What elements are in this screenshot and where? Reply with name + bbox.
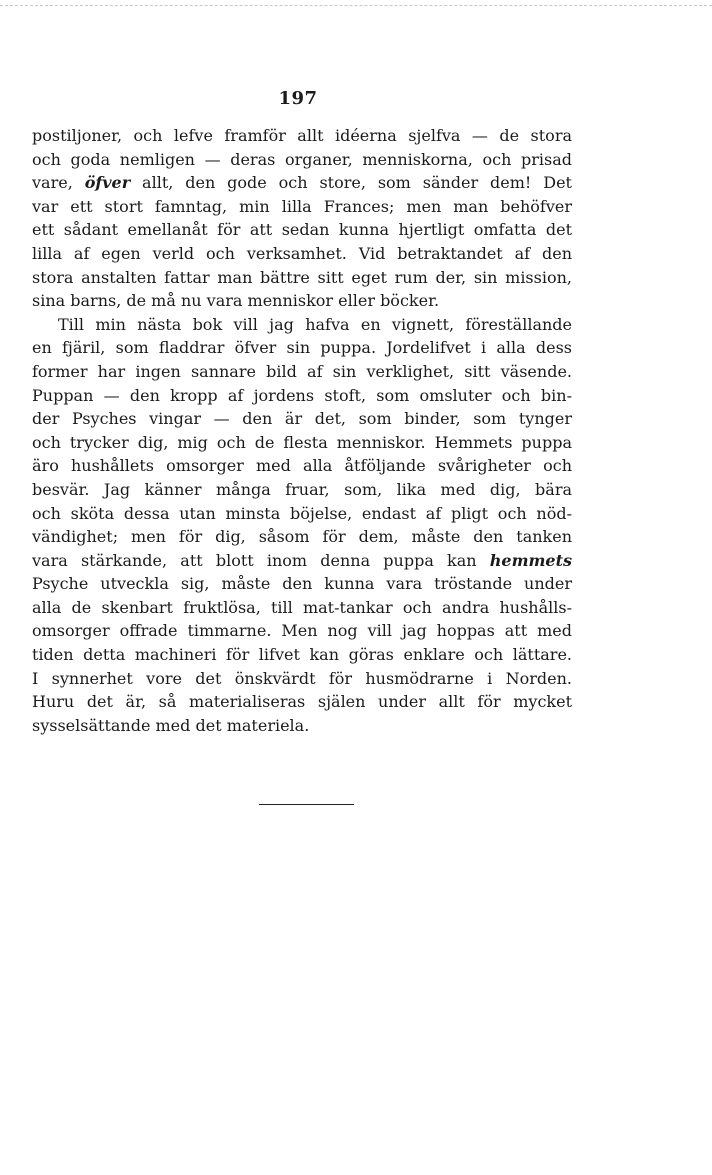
text-line: Huru det är, så materialiseras själen under allt för mycket [32,692,572,712]
text-line: postiljoner, och lefve framför allt idéerna sjelfva — de stora [32,126,572,145]
text-line: vändighet; men för dig, såsom för dem, måste den tanken [32,527,572,547]
text-line: former har ingen sannare bild af sin verklighet, sitt väsende. [32,361,572,381]
text-line: och sköta dessa utan minsta böjelse, endast af pligt och nöd- [32,503,572,523]
text-line: äro hushållets omsorger med alla åtföljande svårigheter och [32,456,572,476]
text-line: Psyche utveckla sig, måste den kunna vara tröstande under [32,574,572,594]
text-line: var ett stort famntag, min lilla Frances; men man behöfver [32,196,572,216]
top-scan-rule [0,5,712,6]
text-line: ett sådant emellanåt för att sedan kunna hjertligt omfatta det [32,220,572,240]
text-line: tiden detta machineri för lifvet kan göras enklare och lättare. [32,645,572,665]
text-line: och goda nemligen — deras organer, menniskorna, och prisad [32,149,572,169]
body-text [32,124,572,737]
text-line-paragraph-start: Till min nästa bok vill jag hafva en vignett, föreställande [58,314,572,334]
text-line [32,549,572,573]
text-line: en fjäril, som fladdrar öfver sin puppa. Jordelifvet i alla dess [32,338,572,358]
emphasized-word: hemmets [489,550,572,570]
text-line: och trycker dig, mig och de flesta menniskor. Hemmets puppa [32,432,572,452]
text-line: Puppan — den kropp af jordens stoft, som omsluter och bin- [32,385,572,405]
text-line: alla de skenbart fruktlösa, till mat-tankar och andra hushålls- [32,597,572,617]
page-number: 197 [278,88,318,109]
text-span: allt, den gode och store, som sänder dem! Det [130,173,572,193]
text-line: der Psyches vingar — den är det, som binder, som tynger [32,409,572,429]
text-line: omsorger offrade timmarne. Men nog vill jag hoppas att med [32,621,572,641]
text-line: stora anstalten fattar man bättre sitt eget rum der, sin mission, [32,267,572,287]
text-span: vara stärkande, att blott inom denna puppa kan [32,550,490,570]
text-line: I synnerhet vore det önskvärdt för husmödrarne i Norden. [32,668,572,688]
text-line: sina barns, de må nu vara menniskor eller böcker. [32,291,440,311]
text-line: besvär. Jag känner många fruar, som, lika med dig, bära [32,479,572,499]
section-end-rule [259,804,354,805]
emphasized-word: öfver [84,173,131,193]
text-line: lilla af egen verld och verksamhet. Vid betraktandet af den [32,243,572,263]
text-span: vare, [32,173,85,193]
text-line: sysselsättande med det materiela. [32,715,310,735]
text-line [32,171,572,195]
